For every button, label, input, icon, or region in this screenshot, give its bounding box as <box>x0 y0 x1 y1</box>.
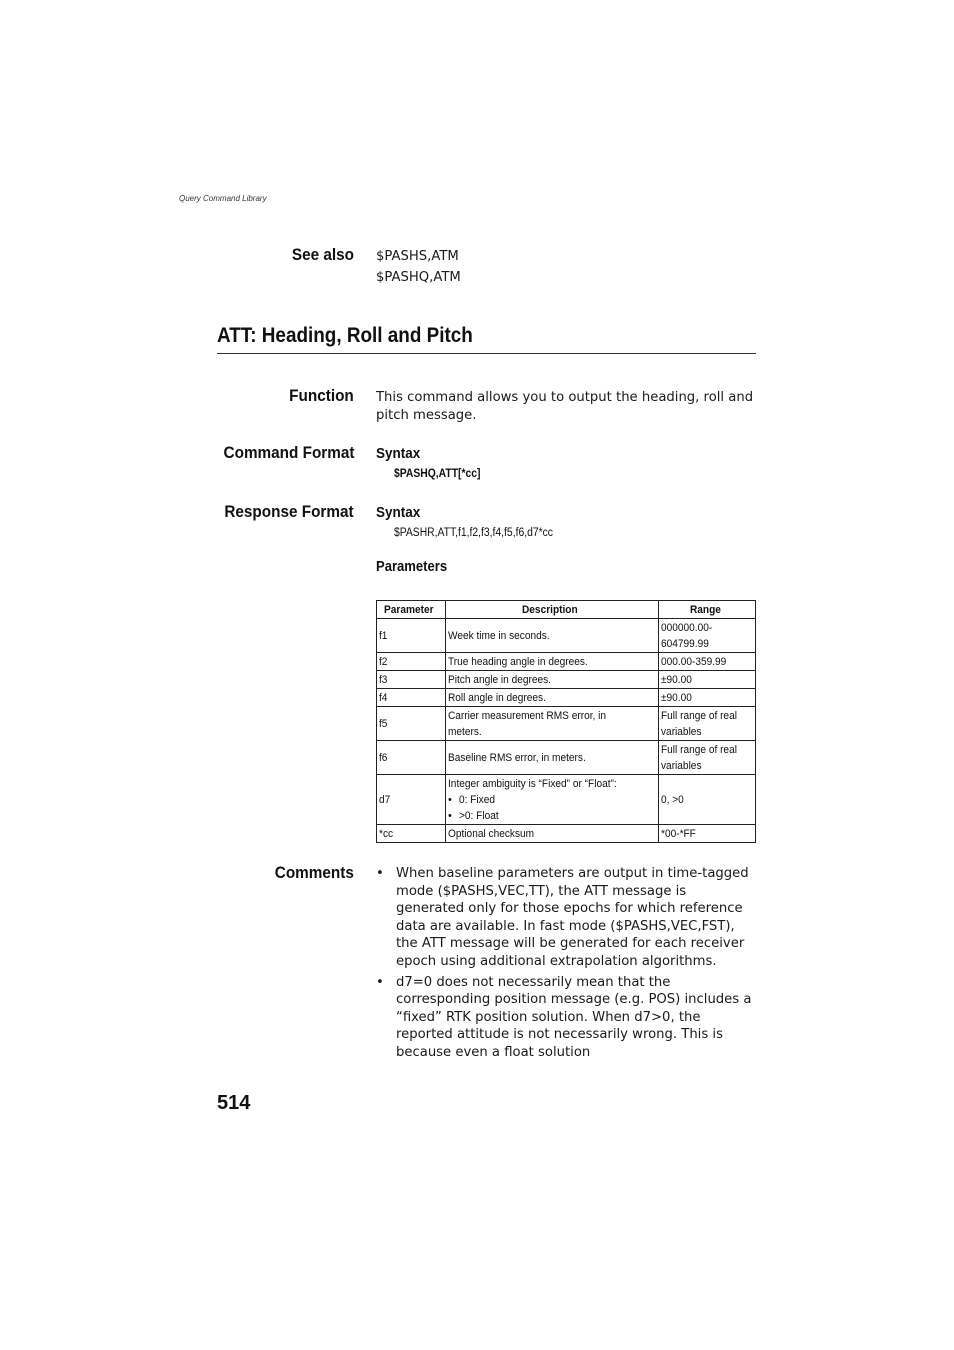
running-head: Query Command Library <box>179 194 267 203</box>
comments-list <box>376 865 758 1065</box>
desc-cell: Pitch angle in degrees. <box>446 671 659 689</box>
comment-text: When baseline parameters are output in time-tagged mode ($PASHS,VEC,TT), the ATT message is generated only for those epochs for which reference data are available. In fast mode ($PASHS,VEC,FST), the ATT message will be generated for each receiver epoch using additional extrapolation algorithms. <box>396 866 749 969</box>
command-format-label: Command Format <box>223 443 354 462</box>
desc-cell: Carrier measurement RMS error, in meters. <box>446 707 659 741</box>
list-item: • When baseline parameters are output in time-tagged mode ($PASHS,VEC,TT), the ATT message is generated only for those epochs for which reference data are available. In fast mode ($PASHS,VEC,FST), the ATT message will be generated for each receiver epoch using additional extrapolation algorithms. <box>376 866 749 969</box>
param-cell: f5 <box>377 707 446 741</box>
param-cell: f6 <box>377 741 446 775</box>
parameters-label: Parameters <box>376 559 448 575</box>
range-cell: ±90.00 <box>659 689 756 707</box>
page-number: 514 <box>217 1092 251 1114</box>
function-text: This command allows you to output the heading, roll and pitch message. <box>376 390 754 423</box>
range-cell: Full range of real variables <box>659 741 756 775</box>
param-cell: f4 <box>377 689 446 707</box>
range-cell: ±90.00 <box>659 671 756 689</box>
range-cell: 0, >0 <box>659 775 756 825</box>
desc-cell: Optional checksum <box>446 825 659 843</box>
command-syntax: $PASHQ,ATT[*cc] <box>394 468 481 480</box>
response-syntax: $PASHR,ATT,f1,f2,f3,f4,f5,f6,d7*cc <box>394 527 553 539</box>
header-range: Range <box>659 601 756 619</box>
desc-cell: True heading angle in degrees. <box>446 653 659 671</box>
section-title: ATT: Heading, Roll and Pitch <box>217 324 473 347</box>
table-row <box>377 619 756 653</box>
param-cell: f3 <box>377 671 446 689</box>
desc-cell: Roll angle in degrees. <box>446 689 659 707</box>
section-rule <box>217 353 756 354</box>
response-syntax-label: Syntax <box>376 504 421 521</box>
see-also-label: See also <box>291 245 354 264</box>
desc-cell: Integer ambiguity is “Fixed” or “Float”: • 0: Fixed • >0: Float <box>446 775 659 825</box>
table-row <box>377 741 756 775</box>
comments-label: Comments <box>274 863 354 882</box>
see-also-item: $PASHS,ATM <box>376 249 459 264</box>
header-parameter: Parameter <box>377 601 446 619</box>
table-row <box>377 671 756 689</box>
function-label: Function <box>289 386 354 405</box>
table-header-row <box>377 601 756 619</box>
table-row <box>377 653 756 671</box>
see-also-item: $PASHQ,ATM <box>376 270 461 285</box>
range-cell: 000000.00- 604799.99 <box>659 619 756 653</box>
desc-list <box>448 792 656 824</box>
header-description: Description <box>446 601 659 619</box>
desc-cell: Baseline RMS error, in meters. <box>446 741 659 775</box>
param-cell: f2 <box>377 653 446 671</box>
param-cell: *cc <box>377 825 446 843</box>
range-cell: Full range of real variables <box>659 707 756 741</box>
response-format-label: Response Format <box>224 502 354 521</box>
parameters-table <box>376 600 756 843</box>
table-row <box>377 689 756 707</box>
range-cell: *00-*FF <box>659 825 756 843</box>
command-syntax-label: Syntax <box>376 445 421 462</box>
list-item: • >0: Float <box>448 808 656 824</box>
param-cell: d7 <box>377 775 446 825</box>
table-row <box>377 825 756 843</box>
table-row <box>377 707 756 741</box>
list-item: • d7=0 does not necessarily mean that the corresponding position message (e.g. POS) includes a “fixed” RTK position solution. When d7>0, the reported attitude is not necessarily wrong. This is because even a float solution <box>376 974 752 1060</box>
desc-cell: Week time in seconds. <box>446 619 659 653</box>
range-cell: 000.00-359.99 <box>659 653 756 671</box>
comment-text: d7=0 does not necessarily mean that the corresponding position message (e.g. POS) includes a “fixed” RTK position solution. When d7>0, the reported attitude is not necessarily wrong. This is because even a float solution <box>396 974 752 1060</box>
table-row <box>377 775 756 825</box>
list-item: • 0: Fixed <box>448 792 656 808</box>
param-cell: f1 <box>377 619 446 653</box>
